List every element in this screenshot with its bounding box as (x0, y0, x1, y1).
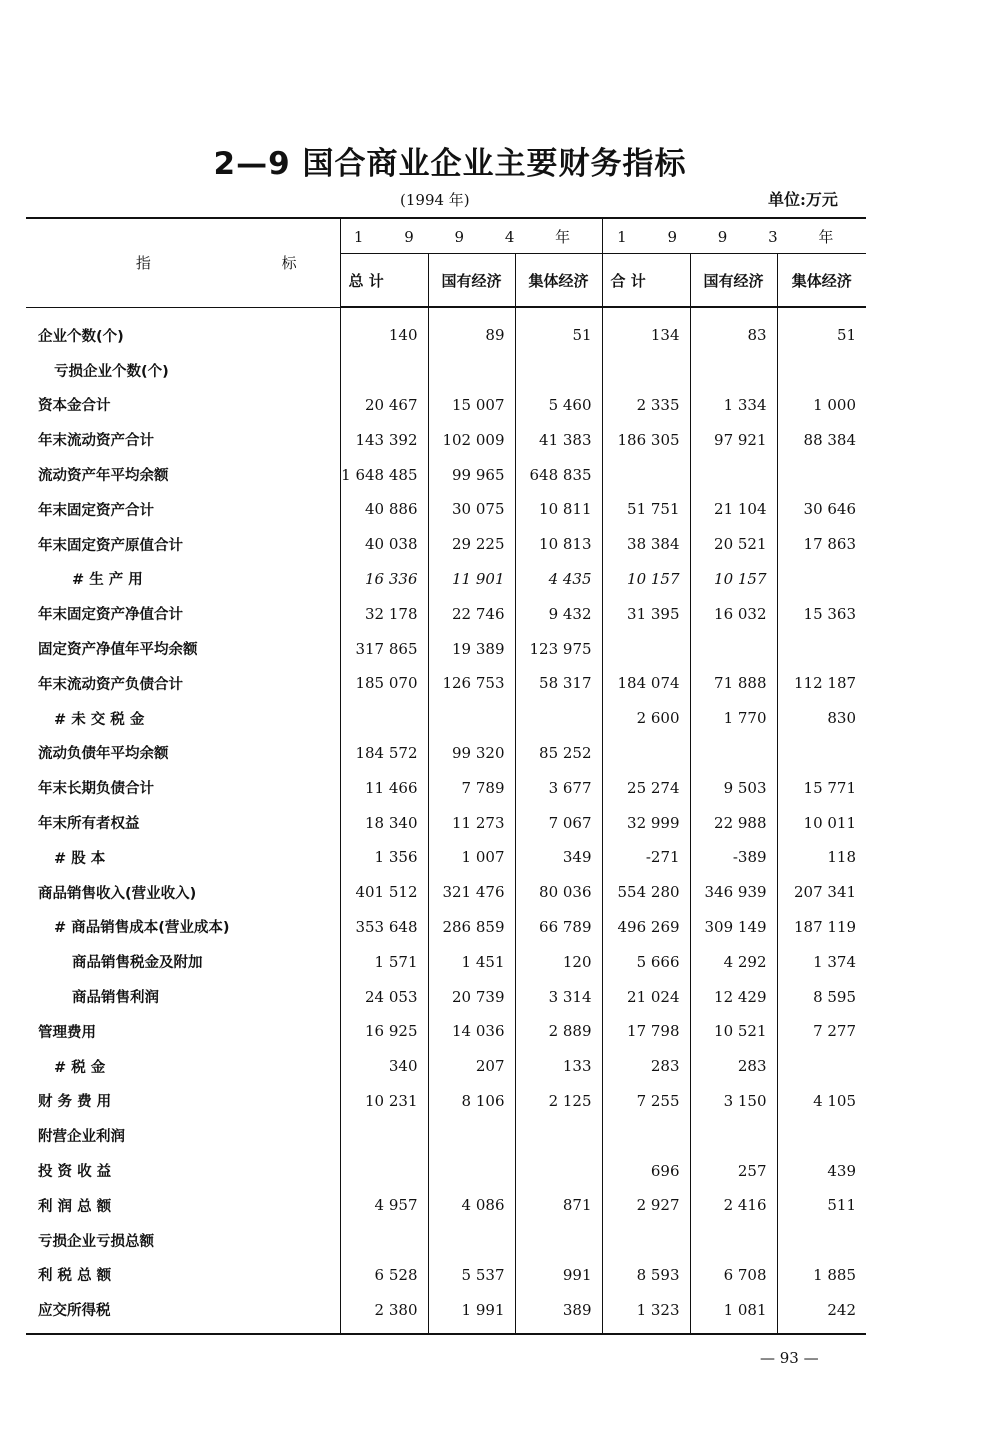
row-value: 8 595 (777, 979, 866, 1014)
table-row (26, 388, 866, 423)
row-value: 10 231 (340, 1084, 428, 1119)
row-value: 88 384 (777, 422, 866, 457)
row-value: 184 074 (602, 666, 690, 701)
row-value (515, 353, 602, 388)
row-value: 4 086 (428, 1188, 515, 1223)
row-value: 21 024 (602, 979, 690, 1014)
row-label: 管理费用 (38, 1024, 96, 1041)
row-value: 2 889 (515, 1014, 602, 1049)
table-row (26, 562, 866, 597)
col-total-1994 (340, 254, 428, 308)
row-value: 2 927 (602, 1188, 690, 1223)
row-value: 286 859 (428, 910, 515, 945)
row-value (690, 1223, 777, 1258)
row-label: 年末固定资产原值合计 (38, 537, 183, 554)
row-value (690, 736, 777, 771)
row-value: 2 600 (602, 701, 690, 736)
page-number: — 93 — (760, 1349, 819, 1367)
row-value: 648 835 (515, 457, 602, 492)
row-value: 30 075 (428, 492, 515, 527)
row-label: 年末固定资产净值合计 (38, 607, 183, 624)
row-value (690, 1118, 777, 1153)
row-value (602, 457, 690, 492)
row-value: 126 753 (428, 666, 515, 701)
page-title: 2—9 国合商业企业主要财务指标 (213, 146, 687, 182)
row-value: 1 770 (690, 701, 777, 736)
row-value: 85 252 (515, 736, 602, 771)
row-label: 资本金合计 (38, 398, 111, 415)
table-row (26, 1153, 866, 1188)
row-value: 97 921 (690, 422, 777, 457)
col-state-1994 (428, 254, 515, 308)
row-value: 80 036 (515, 875, 602, 910)
year-note: (1994 年) (400, 191, 470, 209)
row-value: 4 435 (515, 562, 602, 597)
row-value: 143 392 (340, 422, 428, 457)
row-value: 20 467 (340, 388, 428, 423)
row-value: 1 000 (777, 388, 866, 423)
col-collective-1993 (777, 254, 866, 308)
row-value: 207 341 (777, 875, 866, 910)
col-state-1994-label: 国有经济 (441, 271, 502, 290)
table-row (26, 736, 866, 771)
table-row (26, 492, 866, 527)
row-value: 346 939 (690, 875, 777, 910)
row-value: 11 901 (428, 562, 515, 597)
row-value: 8 106 (428, 1084, 515, 1119)
row-value: 16 925 (340, 1014, 428, 1049)
row-value (340, 701, 428, 736)
row-value: 51 (515, 307, 602, 353)
row-label: 流动负债年平均余额 (38, 746, 169, 763)
row-value: 5 460 (515, 388, 602, 423)
indicator-header: 指 标 (26, 218, 340, 307)
row-label: 财 务 费 用 (38, 1094, 112, 1111)
table-row (26, 631, 866, 666)
row-value (777, 736, 866, 771)
table-row (26, 701, 866, 736)
row-value (515, 1118, 602, 1153)
row-value: 2 335 (602, 388, 690, 423)
row-value: 186 305 (602, 422, 690, 457)
row-label: 商品销售税金及附加 (72, 955, 203, 972)
row-value (428, 353, 515, 388)
row-label: 商品销售利润 (72, 990, 159, 1007)
row-value: 22 746 (428, 596, 515, 631)
row-label: 流动资产年平均余额 (38, 468, 169, 485)
table-row (26, 1118, 866, 1153)
row-value (340, 1223, 428, 1258)
row-value (340, 1118, 428, 1153)
row-value: 120 (515, 944, 602, 979)
row-value: 99 320 (428, 736, 515, 771)
row-value (428, 1223, 515, 1258)
row-value: 242 (777, 1292, 866, 1334)
row-value: 207 (428, 1049, 515, 1084)
row-label: 年末长期负债合计 (38, 781, 154, 798)
row-value (777, 1223, 866, 1258)
row-value: 10 811 (515, 492, 602, 527)
row-value: 89 (428, 307, 515, 353)
row-label: # 商品销售成本(营业成本) (54, 920, 230, 937)
row-value: 58 317 (515, 666, 602, 701)
row-value: 283 (602, 1049, 690, 1084)
row-value: 10 157 (690, 562, 777, 597)
row-label: # 股 本 (54, 850, 106, 867)
row-value (602, 1223, 690, 1258)
row-value (602, 631, 690, 666)
row-value: 1 885 (777, 1258, 866, 1293)
row-label: 固定资产净值年平均余额 (38, 642, 198, 659)
row-value: 10 011 (777, 805, 866, 840)
table-row (26, 527, 866, 562)
row-label: 商品销售收入(营业收入) (38, 885, 197, 902)
table-row (26, 422, 866, 457)
row-value: 99 965 (428, 457, 515, 492)
row-value: 20 521 (690, 527, 777, 562)
row-value: 309 149 (690, 910, 777, 945)
row-value: 10 157 (602, 562, 690, 597)
financial-indicator-table (26, 217, 866, 1335)
row-value: 7 277 (777, 1014, 866, 1049)
row-value: 112 187 (777, 666, 866, 701)
row-label: 年末固定资产合计 (38, 502, 154, 519)
col-collective-1994 (515, 254, 602, 308)
row-value: 1 007 (428, 840, 515, 875)
table-row (26, 666, 866, 701)
table-row (26, 840, 866, 875)
col-total-1993-label: 合 计 (610, 271, 646, 290)
row-label: 亏损企业个数(个) (54, 363, 169, 380)
row-value: 71 888 (690, 666, 777, 701)
row-value (777, 1118, 866, 1153)
row-value (340, 353, 428, 388)
row-value: 7 789 (428, 770, 515, 805)
row-value: 10 813 (515, 527, 602, 562)
row-value: 3 150 (690, 1084, 777, 1119)
row-value: 20 739 (428, 979, 515, 1014)
row-value: -389 (690, 840, 777, 875)
row-value: 17 863 (777, 527, 866, 562)
table-row (26, 1258, 866, 1293)
row-value: 133 (515, 1049, 602, 1084)
row-value: 1 374 (777, 944, 866, 979)
row-value: 9 432 (515, 596, 602, 631)
row-value: 12 429 (690, 979, 777, 1014)
row-value: 696 (602, 1153, 690, 1188)
row-value: 123 975 (515, 631, 602, 666)
row-value: 1 991 (428, 1292, 515, 1334)
row-value (777, 1049, 866, 1084)
row-value: 140 (340, 307, 428, 353)
row-value: 401 512 (340, 875, 428, 910)
row-label: 年末流动资产合计 (38, 433, 154, 450)
row-value: 4 957 (340, 1188, 428, 1223)
row-value: 511 (777, 1188, 866, 1223)
row-value: 3 677 (515, 770, 602, 805)
row-value: 134 (602, 307, 690, 353)
row-value: 7 255 (602, 1084, 690, 1119)
row-value: 21 104 (690, 492, 777, 527)
row-value: 1 451 (428, 944, 515, 979)
row-label: # 税 金 (54, 1059, 106, 1076)
row-value: 14 036 (428, 1014, 515, 1049)
row-value: 30 646 (777, 492, 866, 527)
table-row (26, 1292, 866, 1334)
table-row (26, 910, 866, 945)
row-value: 389 (515, 1292, 602, 1334)
row-value: 1 081 (690, 1292, 777, 1334)
row-value: 1 648 485 (340, 457, 428, 492)
row-value: 185 070 (340, 666, 428, 701)
row-value: 439 (777, 1153, 866, 1188)
table-body (26, 307, 866, 1334)
row-label: 附营企业利润 (38, 1129, 125, 1146)
row-value (515, 701, 602, 736)
row-value: 22 988 (690, 805, 777, 840)
row-label: 年末流动资产负债合计 (38, 676, 183, 693)
table-row (26, 944, 866, 979)
table-row (26, 1223, 866, 1258)
row-value: 15 771 (777, 770, 866, 805)
row-value: 32 999 (602, 805, 690, 840)
row-value (602, 736, 690, 771)
row-value: 118 (777, 840, 866, 875)
row-label: 投 资 收 益 (38, 1164, 112, 1181)
table-row (26, 1084, 866, 1119)
row-value: 11 273 (428, 805, 515, 840)
row-value: 38 384 (602, 527, 690, 562)
row-value (428, 1153, 515, 1188)
row-value: 5 666 (602, 944, 690, 979)
row-value (340, 1153, 428, 1188)
row-value: 18 340 (340, 805, 428, 840)
row-value: 317 865 (340, 631, 428, 666)
row-value: 11 466 (340, 770, 428, 805)
row-value (428, 701, 515, 736)
row-value: 51 751 (602, 492, 690, 527)
row-value: 17 798 (602, 1014, 690, 1049)
row-value: 29 225 (428, 527, 515, 562)
row-value: 554 280 (602, 875, 690, 910)
row-value: 5 537 (428, 1258, 515, 1293)
row-label: 亏损企业亏损总额 (38, 1233, 154, 1250)
row-value: 16 336 (340, 562, 428, 597)
row-value (690, 631, 777, 666)
row-label: # 未 交 税 金 (54, 711, 145, 728)
col-collective-1994-label: 集体经济 (528, 271, 589, 290)
row-value: 15 007 (428, 388, 515, 423)
row-value: 19 389 (428, 631, 515, 666)
row-label: 企业个数(个) (38, 328, 124, 345)
row-value: 10 521 (690, 1014, 777, 1049)
row-value: 3 314 (515, 979, 602, 1014)
row-label: 年末所有者权益 (38, 816, 140, 833)
row-value (602, 353, 690, 388)
row-value: 187 119 (777, 910, 866, 945)
row-value: 32 178 (340, 596, 428, 631)
col-collective-1993-label: 集体经济 (791, 271, 852, 290)
row-value (515, 1223, 602, 1258)
row-label: 利 润 总 额 (38, 1198, 112, 1215)
row-value: 1 323 (602, 1292, 690, 1334)
col-total-1993 (602, 254, 690, 308)
row-label: # 生 产 用 (72, 572, 143, 589)
row-value: 66 789 (515, 910, 602, 945)
row-value: 9 503 (690, 770, 777, 805)
table-row (26, 1188, 866, 1223)
year-1994-header: 1 9 9 4 年 (340, 218, 602, 254)
table-row (26, 353, 866, 388)
row-value (777, 631, 866, 666)
row-value: -271 (602, 840, 690, 875)
row-value (777, 562, 866, 597)
row-value (690, 457, 777, 492)
unit-note: 单位:万元 (768, 190, 838, 209)
row-value: 15 363 (777, 596, 866, 631)
row-value: 31 395 (602, 596, 690, 631)
row-value: 830 (777, 701, 866, 736)
row-value: 51 (777, 307, 866, 353)
row-value: 8 593 (602, 1258, 690, 1293)
row-value: 991 (515, 1258, 602, 1293)
table-row (26, 596, 866, 631)
table-row (26, 1014, 866, 1049)
row-value (690, 353, 777, 388)
table-row (26, 1049, 866, 1084)
row-value: 1 334 (690, 388, 777, 423)
row-value: 496 269 (602, 910, 690, 945)
row-value (515, 1153, 602, 1188)
row-value: 6 708 (690, 1258, 777, 1293)
row-value: 349 (515, 840, 602, 875)
col-state-1993-label: 国有经济 (703, 271, 764, 290)
row-value (602, 1118, 690, 1153)
table-row (26, 307, 866, 353)
row-value: 2 125 (515, 1084, 602, 1119)
row-label: 应交所得税 (26, 1292, 340, 1334)
row-value: 4 292 (690, 944, 777, 979)
row-value: 25 274 (602, 770, 690, 805)
row-value: 2 416 (690, 1188, 777, 1223)
row-value (777, 457, 866, 492)
row-value: 6 528 (340, 1258, 428, 1293)
row-value: 40 038 (340, 527, 428, 562)
row-value: 353 648 (340, 910, 428, 945)
year-1993-header: 1 9 9 3 年 (602, 218, 866, 254)
col-state-1993 (690, 254, 777, 308)
row-value: 1 356 (340, 840, 428, 875)
row-value: 257 (690, 1153, 777, 1188)
table-row (26, 805, 866, 840)
table-row (26, 770, 866, 805)
row-value: 16 032 (690, 596, 777, 631)
row-value: 24 053 (340, 979, 428, 1014)
row-value: 4 105 (777, 1084, 866, 1119)
row-value: 40 886 (340, 492, 428, 527)
row-value: 1 571 (340, 944, 428, 979)
table-row (26, 875, 866, 910)
row-value: 41 383 (515, 422, 602, 457)
row-value: 7 067 (515, 805, 602, 840)
row-value (428, 1118, 515, 1153)
row-value: 340 (340, 1049, 428, 1084)
row-value: 2 380 (340, 1292, 428, 1334)
row-value: 102 009 (428, 422, 515, 457)
table-row (26, 979, 866, 1014)
row-value: 184 572 (340, 736, 428, 771)
col-total-1994-label: 总 计 (348, 271, 384, 290)
row-value: 283 (690, 1049, 777, 1084)
table-row (26, 457, 866, 492)
row-label: 利 税 总 额 (38, 1268, 112, 1285)
row-value: 321 476 (428, 875, 515, 910)
row-value: 871 (515, 1188, 602, 1223)
row-value (777, 353, 866, 388)
row-value: 83 (690, 307, 777, 353)
